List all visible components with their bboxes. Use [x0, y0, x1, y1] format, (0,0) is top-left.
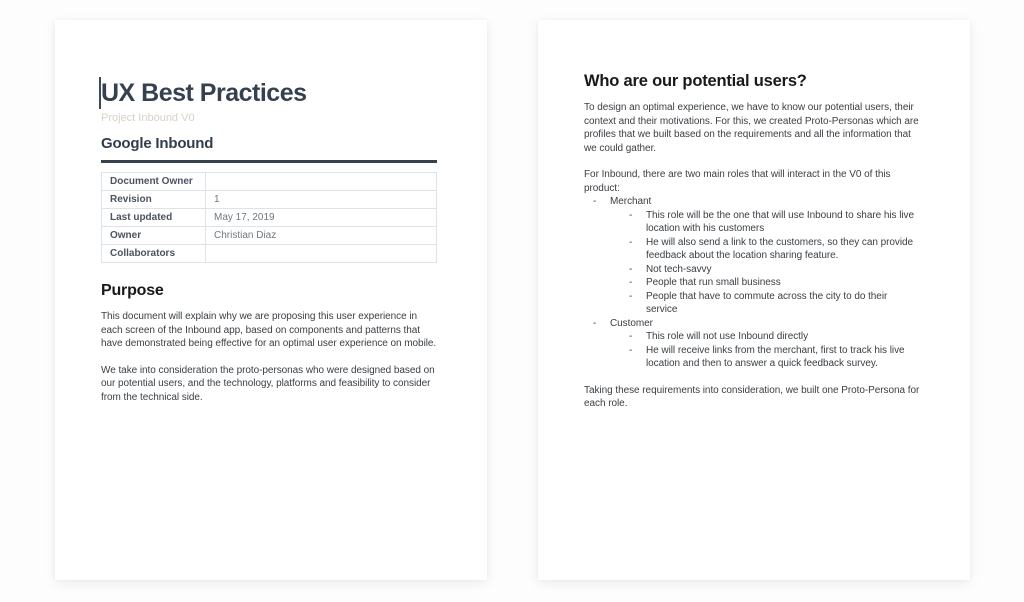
meta-label-last-updated[interactable]: Last updated	[102, 209, 206, 227]
dash-bullet: -	[629, 344, 633, 356]
table-row	[102, 209, 437, 227]
list-item-label: People that have to commute across the city to do their service	[646, 290, 888, 315]
page-1-content	[55, 20, 487, 580]
purpose-heading[interactable]: Purpose	[101, 282, 164, 299]
section-heading-google-inbound[interactable]: Google Inbound	[101, 135, 214, 152]
list-item[interactable]	[584, 209, 920, 236]
list-item[interactable]	[584, 263, 920, 277]
list-item-customer[interactable]	[584, 317, 920, 331]
list-item[interactable]	[584, 290, 920, 317]
table-row	[102, 173, 437, 191]
table-row	[102, 191, 437, 209]
list-item-label: Not tech-savvy	[646, 263, 712, 275]
meta-label-revision[interactable]: Revision	[102, 191, 206, 209]
potential-users-heading[interactable]: Who are our potential users?	[584, 72, 807, 90]
purpose-paragraph-2[interactable]: We take into consideration the proto-personas who were designed based on our potential users, and the technology, platforms and feasibility to consider from the technical side.	[101, 364, 435, 403]
purpose-paragraph-1[interactable]: This document will explain why we are proposing this user experience in each screen of the Inbound app, based on components and patterns that have demonstrated being effective for an optimal user experience on mobile.	[101, 311, 437, 349]
list-item-label: Merchant	[610, 196, 652, 207]
list-item[interactable]	[584, 344, 920, 371]
dash-bullet: -	[629, 290, 633, 302]
meta-value-owner[interactable]: Christian Diaz	[206, 227, 437, 245]
text-caret	[99, 77, 101, 109]
dash-bullet: -	[629, 209, 633, 221]
document-meta-table	[101, 172, 437, 263]
list-item[interactable]	[584, 236, 920, 263]
roles-intro[interactable]: For Inbound, there are two main roles that will interact in the V0 of this product:	[584, 169, 891, 194]
dash-bullet: -	[593, 317, 597, 329]
heading-rule	[101, 160, 437, 163]
list-item-label: Customer	[610, 317, 653, 329]
list-item[interactable]	[584, 330, 920, 344]
meta-value-collaborators[interactable]	[206, 245, 437, 263]
document-page-2	[538, 20, 970, 580]
dash-bullet: -	[629, 331, 633, 342]
page-2-content	[538, 20, 970, 580]
list-item-merchant[interactable]	[584, 195, 920, 209]
dash-bullet: -	[593, 196, 597, 207]
dash-bullet: -	[629, 277, 633, 288]
potential-users-intro[interactable]: To design an optimal experience, we have to know our potential users, their context and their motivations. For this, we created Proto-Personas which are profiles that we built based on the requirements and all the information that we could gather.	[584, 102, 919, 154]
document-title[interactable]: UX Best Practices	[101, 79, 307, 107]
meta-value-last-updated[interactable]: May 17, 2019	[206, 209, 437, 227]
meta-value-revision[interactable]: 1	[206, 191, 437, 209]
list-item-label: He will receive links from the merchant, first to track his live location and then to answer a quick feedback survey.	[646, 344, 905, 369]
document-subtitle[interactable]: Project Inbound V0	[101, 112, 195, 124]
list-item-label: This role will be the one that will use Inbound to share his live location with his customers	[646, 209, 915, 234]
meta-label-document-owner[interactable]: Document Owner	[102, 173, 206, 191]
meta-label-collaborators[interactable]: Collaborators	[102, 245, 206, 263]
list-item[interactable]	[584, 276, 920, 290]
list-item-label: People that run small business	[646, 277, 781, 288]
dash-bullet: -	[629, 236, 633, 248]
document-page-1	[55, 20, 487, 580]
dash-bullet: -	[629, 263, 633, 275]
list-item-label: He will also send a link to the customers, so they can provide feedback about the location sharing feature.	[646, 236, 914, 261]
meta-label-owner[interactable]: Owner	[102, 227, 206, 245]
list-item-label: This role will not use Inbound directly	[646, 331, 809, 342]
meta-value-document-owner[interactable]	[206, 173, 437, 191]
table-row	[102, 245, 437, 263]
table-row	[102, 227, 437, 245]
roles-list	[584, 195, 920, 371]
document-title-block	[101, 77, 437, 109]
closing-paragraph[interactable]: Taking these requirements into consideration, we built one Proto-Persona for each role.	[584, 384, 920, 409]
